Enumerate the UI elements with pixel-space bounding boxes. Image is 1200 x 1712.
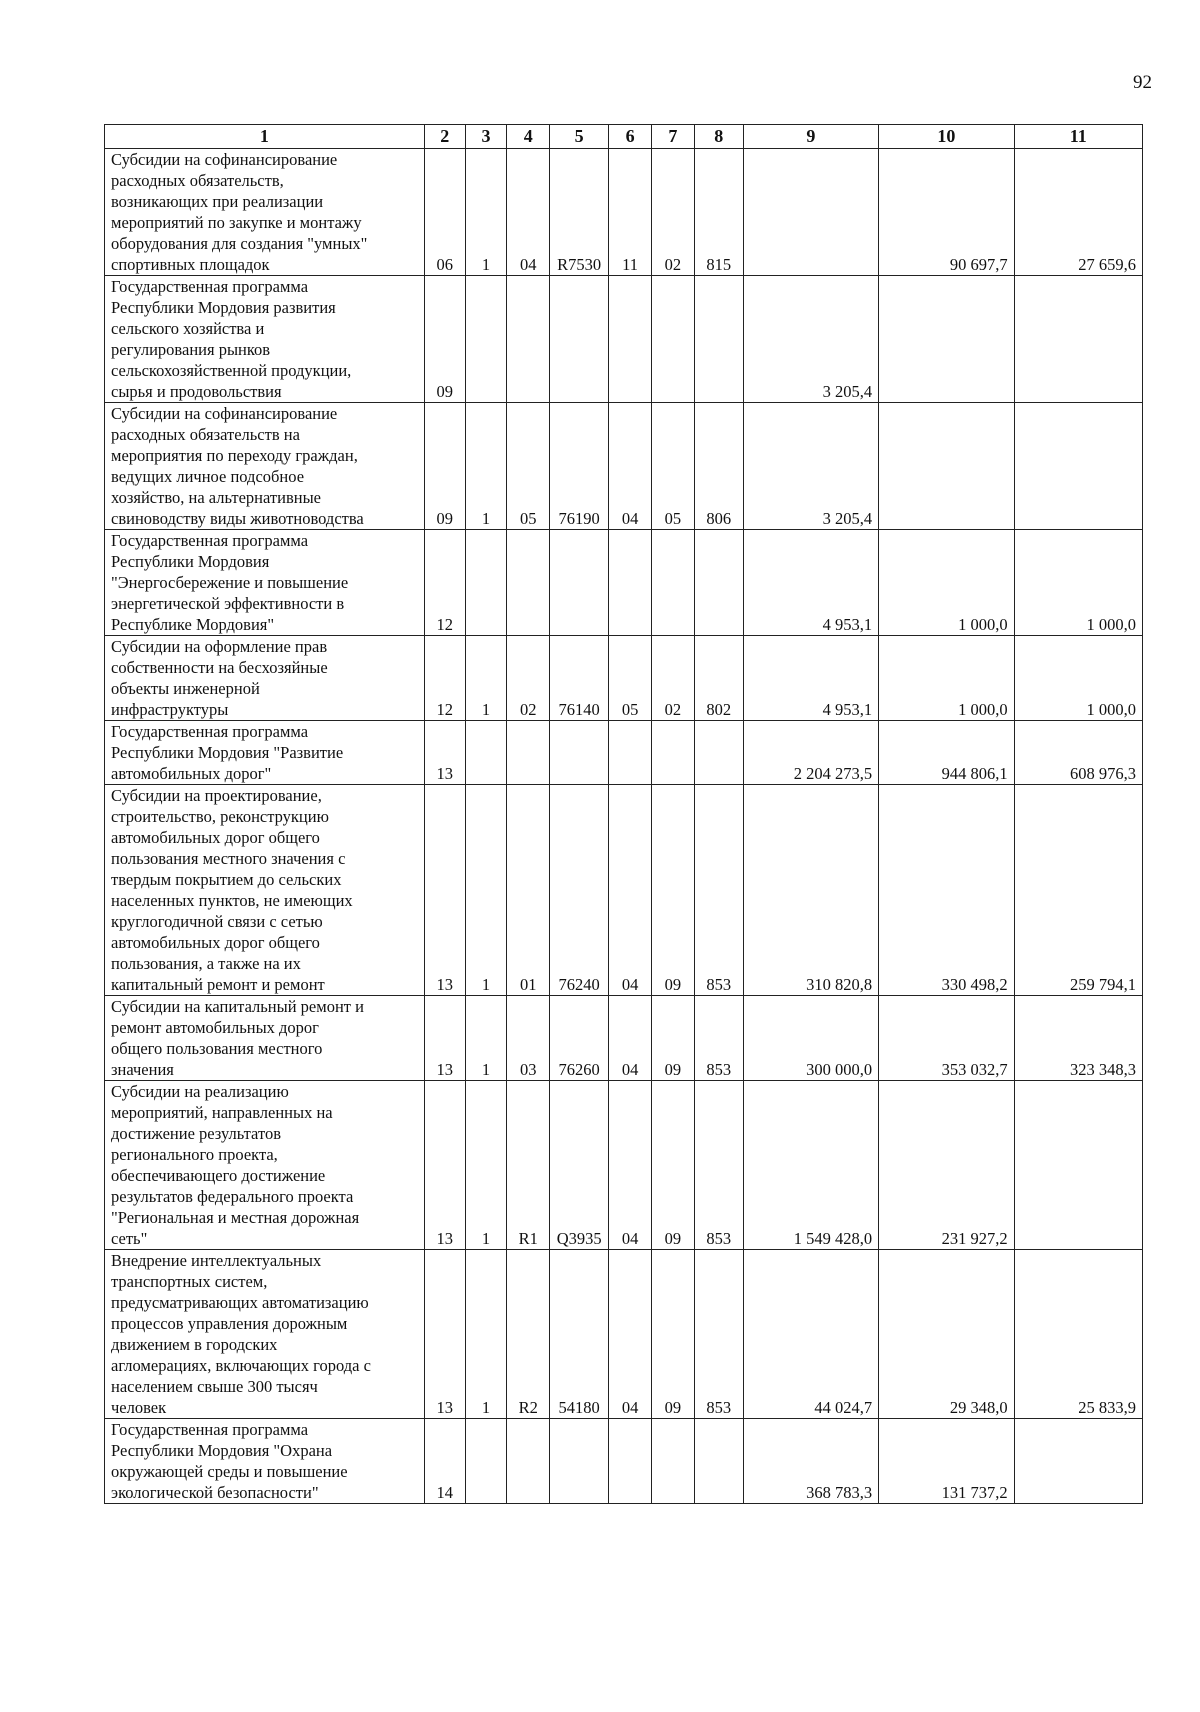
subchapter-code (651, 276, 694, 403)
amount-year-2 (879, 403, 1014, 530)
subprogram-code (465, 276, 507, 403)
section-code: 13 (424, 721, 465, 785)
section-code: 12 (424, 530, 465, 636)
budget-table (104, 124, 1143, 1504)
amount-year-1: 2 204 273,5 (743, 721, 878, 785)
table-row (105, 721, 1143, 785)
section-code: 06 (424, 149, 465, 276)
section-code: 14 (424, 1419, 465, 1504)
amount-year-1: 300 000,0 (743, 996, 878, 1081)
row-description: Внедрение интеллектуальных транспортных систем, предусматривающих автоматизацию процессов управления дорожным движением в городских агломерациях, включающих города с населением свыше 300 тысяч человек (105, 1250, 425, 1419)
row-description: Государственная программа Республики Мордовия "Энергосбережение и повышение энергетической эффективности в Республике Мордовия" (105, 530, 425, 636)
column-header-7: 7 (651, 125, 694, 149)
table-row (105, 785, 1143, 996)
table-row (105, 403, 1143, 530)
row-description: Субсидии на оформление прав собственности на бесхозяйные объекты инженерной инфраструктуры (105, 636, 425, 721)
row-description: Субсидии на проектирование, строительство, реконструкцию автомобильных дорог общего пользования местного значения с твердым покрытием до сельских населенных пунктов, не имеющих круглогодичной связи с сетью автомобильных дорог общего пользования, а также на их капитальный ремонт и ремонт (105, 785, 425, 996)
direction-code: 76260 (550, 996, 609, 1081)
amount-year-3: 27 659,6 (1014, 149, 1142, 276)
amount-year-3 (1014, 1419, 1142, 1504)
page-number: 92 (1133, 72, 1152, 93)
chapter-code (609, 1419, 652, 1504)
subprogram-code: 1 (465, 149, 507, 276)
subchapter-code (651, 721, 694, 785)
amount-year-2: 90 697,7 (879, 149, 1014, 276)
subprogram-code (465, 530, 507, 636)
header-row (105, 125, 1143, 149)
direction-code: 76190 (550, 403, 609, 530)
column-header-11: 11 (1014, 125, 1142, 149)
chapter-code: 04 (609, 785, 652, 996)
direction-code: Q3935 (550, 1081, 609, 1250)
subprogram-code: 1 (465, 1081, 507, 1250)
chapter-code: 04 (609, 1250, 652, 1419)
chapter-code (609, 530, 652, 636)
direction-code: 76140 (550, 636, 609, 721)
table-row (105, 996, 1143, 1081)
column-header-8: 8 (694, 125, 743, 149)
row-description: Государственная программа Республики Мордовия "Охрана окружающей среды и повышение экологической безопасности" (105, 1419, 425, 1504)
event-code (507, 1419, 550, 1504)
subchapter-code: 09 (651, 1081, 694, 1250)
amount-year-3: 25 833,9 (1014, 1250, 1142, 1419)
subchapter-code: 09 (651, 996, 694, 1081)
subprogram-code: 1 (465, 996, 507, 1081)
column-header-3: 3 (465, 125, 507, 149)
subchapter-code: 05 (651, 403, 694, 530)
row-description: Государственная программа Республики Мордовия развития сельского хозяйства и регулирования рынков сельскохозяйственной продукции, сырья и продовольствия (105, 276, 425, 403)
column-header-9: 9 (743, 125, 878, 149)
amount-year-1: 44 024,7 (743, 1250, 878, 1419)
subprogram-code (465, 1419, 507, 1504)
expense-type-code: 802 (694, 636, 743, 721)
chapter-code: 05 (609, 636, 652, 721)
subchapter-code (651, 1419, 694, 1504)
amount-year-2: 944 806,1 (879, 721, 1014, 785)
row-description: Государственная программа Республики Мордовия "Развитие автомобильных дорог" (105, 721, 425, 785)
amount-year-3: 1 000,0 (1014, 530, 1142, 636)
column-header-4: 4 (507, 125, 550, 149)
amount-year-2: 353 032,7 (879, 996, 1014, 1081)
amount-year-3: 1 000,0 (1014, 636, 1142, 721)
chapter-code: 04 (609, 1081, 652, 1250)
amount-year-1: 1 549 428,0 (743, 1081, 878, 1250)
direction-code: 76240 (550, 785, 609, 996)
amount-year-2: 29 348,0 (879, 1250, 1014, 1419)
chapter-code: 04 (609, 996, 652, 1081)
amount-year-1: 310 820,8 (743, 785, 878, 996)
event-code (507, 530, 550, 636)
expense-type-code (694, 276, 743, 403)
table-row (105, 276, 1143, 403)
section-code: 09 (424, 403, 465, 530)
table-row (105, 530, 1143, 636)
event-code: 01 (507, 785, 550, 996)
event-code: 04 (507, 149, 550, 276)
direction-code (550, 1419, 609, 1504)
event-code (507, 721, 550, 785)
expense-type-code: 853 (694, 1250, 743, 1419)
subprogram-code: 1 (465, 1250, 507, 1419)
event-code: R2 (507, 1250, 550, 1419)
expense-type-code (694, 1419, 743, 1504)
column-header-10: 10 (879, 125, 1014, 149)
expense-type-code (694, 530, 743, 636)
amount-year-2: 330 498,2 (879, 785, 1014, 996)
table-row (105, 1250, 1143, 1419)
section-code: 13 (424, 1250, 465, 1419)
chapter-code: 11 (609, 149, 652, 276)
amount-year-3 (1014, 403, 1142, 530)
subchapter-code: 02 (651, 149, 694, 276)
section-code: 09 (424, 276, 465, 403)
column-header-2: 2 (424, 125, 465, 149)
table-row (105, 1081, 1143, 1250)
subprogram-code: 1 (465, 785, 507, 996)
subchapter-code: 09 (651, 1250, 694, 1419)
section-code: 13 (424, 785, 465, 996)
event-code: 03 (507, 996, 550, 1081)
table-body (105, 149, 1143, 1504)
amount-year-1: 4 953,1 (743, 636, 878, 721)
amount-year-1: 368 783,3 (743, 1419, 878, 1504)
amount-year-1: 3 205,4 (743, 276, 878, 403)
subprogram-code: 1 (465, 636, 507, 721)
chapter-code: 04 (609, 403, 652, 530)
column-header-5: 5 (550, 125, 609, 149)
subprogram-code (465, 721, 507, 785)
subprogram-code: 1 (465, 403, 507, 530)
subchapter-code (651, 530, 694, 636)
expense-type-code: 853 (694, 996, 743, 1081)
direction-code: R7530 (550, 149, 609, 276)
amount-year-3: 259 794,1 (1014, 785, 1142, 996)
row-description: Субсидии на софинансирование расходных обязательств, возникающих при реализации мероприятий по закупке и монтажу оборудования для создания "умных" спортивных площадок (105, 149, 425, 276)
table-row (105, 636, 1143, 721)
column-header-6: 6 (609, 125, 652, 149)
amount-year-3 (1014, 1081, 1142, 1250)
subchapter-code: 02 (651, 636, 694, 721)
amount-year-3: 323 348,3 (1014, 996, 1142, 1081)
chapter-code (609, 721, 652, 785)
amount-year-2: 1 000,0 (879, 530, 1014, 636)
event-code (507, 276, 550, 403)
amount-year-1: 3 205,4 (743, 403, 878, 530)
event-code: R1 (507, 1081, 550, 1250)
table-row (105, 1419, 1143, 1504)
direction-code (550, 276, 609, 403)
expense-type-code (694, 721, 743, 785)
expense-type-code: 815 (694, 149, 743, 276)
amount-year-3 (1014, 276, 1142, 403)
direction-code (550, 721, 609, 785)
amount-year-2 (879, 276, 1014, 403)
event-code: 05 (507, 403, 550, 530)
table-row (105, 149, 1143, 276)
amount-year-2: 231 927,2 (879, 1081, 1014, 1250)
expense-type-code: 806 (694, 403, 743, 530)
expense-type-code: 853 (694, 785, 743, 996)
section-code: 13 (424, 996, 465, 1081)
section-code: 13 (424, 1081, 465, 1250)
chapter-code (609, 276, 652, 403)
event-code: 02 (507, 636, 550, 721)
amount-year-2: 1 000,0 (879, 636, 1014, 721)
direction-code: 54180 (550, 1250, 609, 1419)
direction-code (550, 530, 609, 636)
amount-year-2: 131 737,2 (879, 1419, 1014, 1504)
amount-year-1: 4 953,1 (743, 530, 878, 636)
row-description: Субсидии на капитальный ремонт и ремонт автомобильных дорог общего пользования местного значения (105, 996, 425, 1081)
expense-type-code: 853 (694, 1081, 743, 1250)
column-header-1: 1 (105, 125, 425, 149)
section-code: 12 (424, 636, 465, 721)
subchapter-code: 09 (651, 785, 694, 996)
amount-year-1 (743, 149, 878, 276)
row-description: Субсидии на софинансирование расходных обязательств на мероприятия по переходу граждан, ведущих личное подсобное хозяйство, на альтернативные свиноводству виды животноводства (105, 403, 425, 530)
row-description: Субсидии на реализацию мероприятий, направленных на достижение результатов регионального проекта, обеспечивающего достижение результатов федерального проекта "Региональная и местная дорожная сеть" (105, 1081, 425, 1250)
amount-year-3: 608 976,3 (1014, 721, 1142, 785)
